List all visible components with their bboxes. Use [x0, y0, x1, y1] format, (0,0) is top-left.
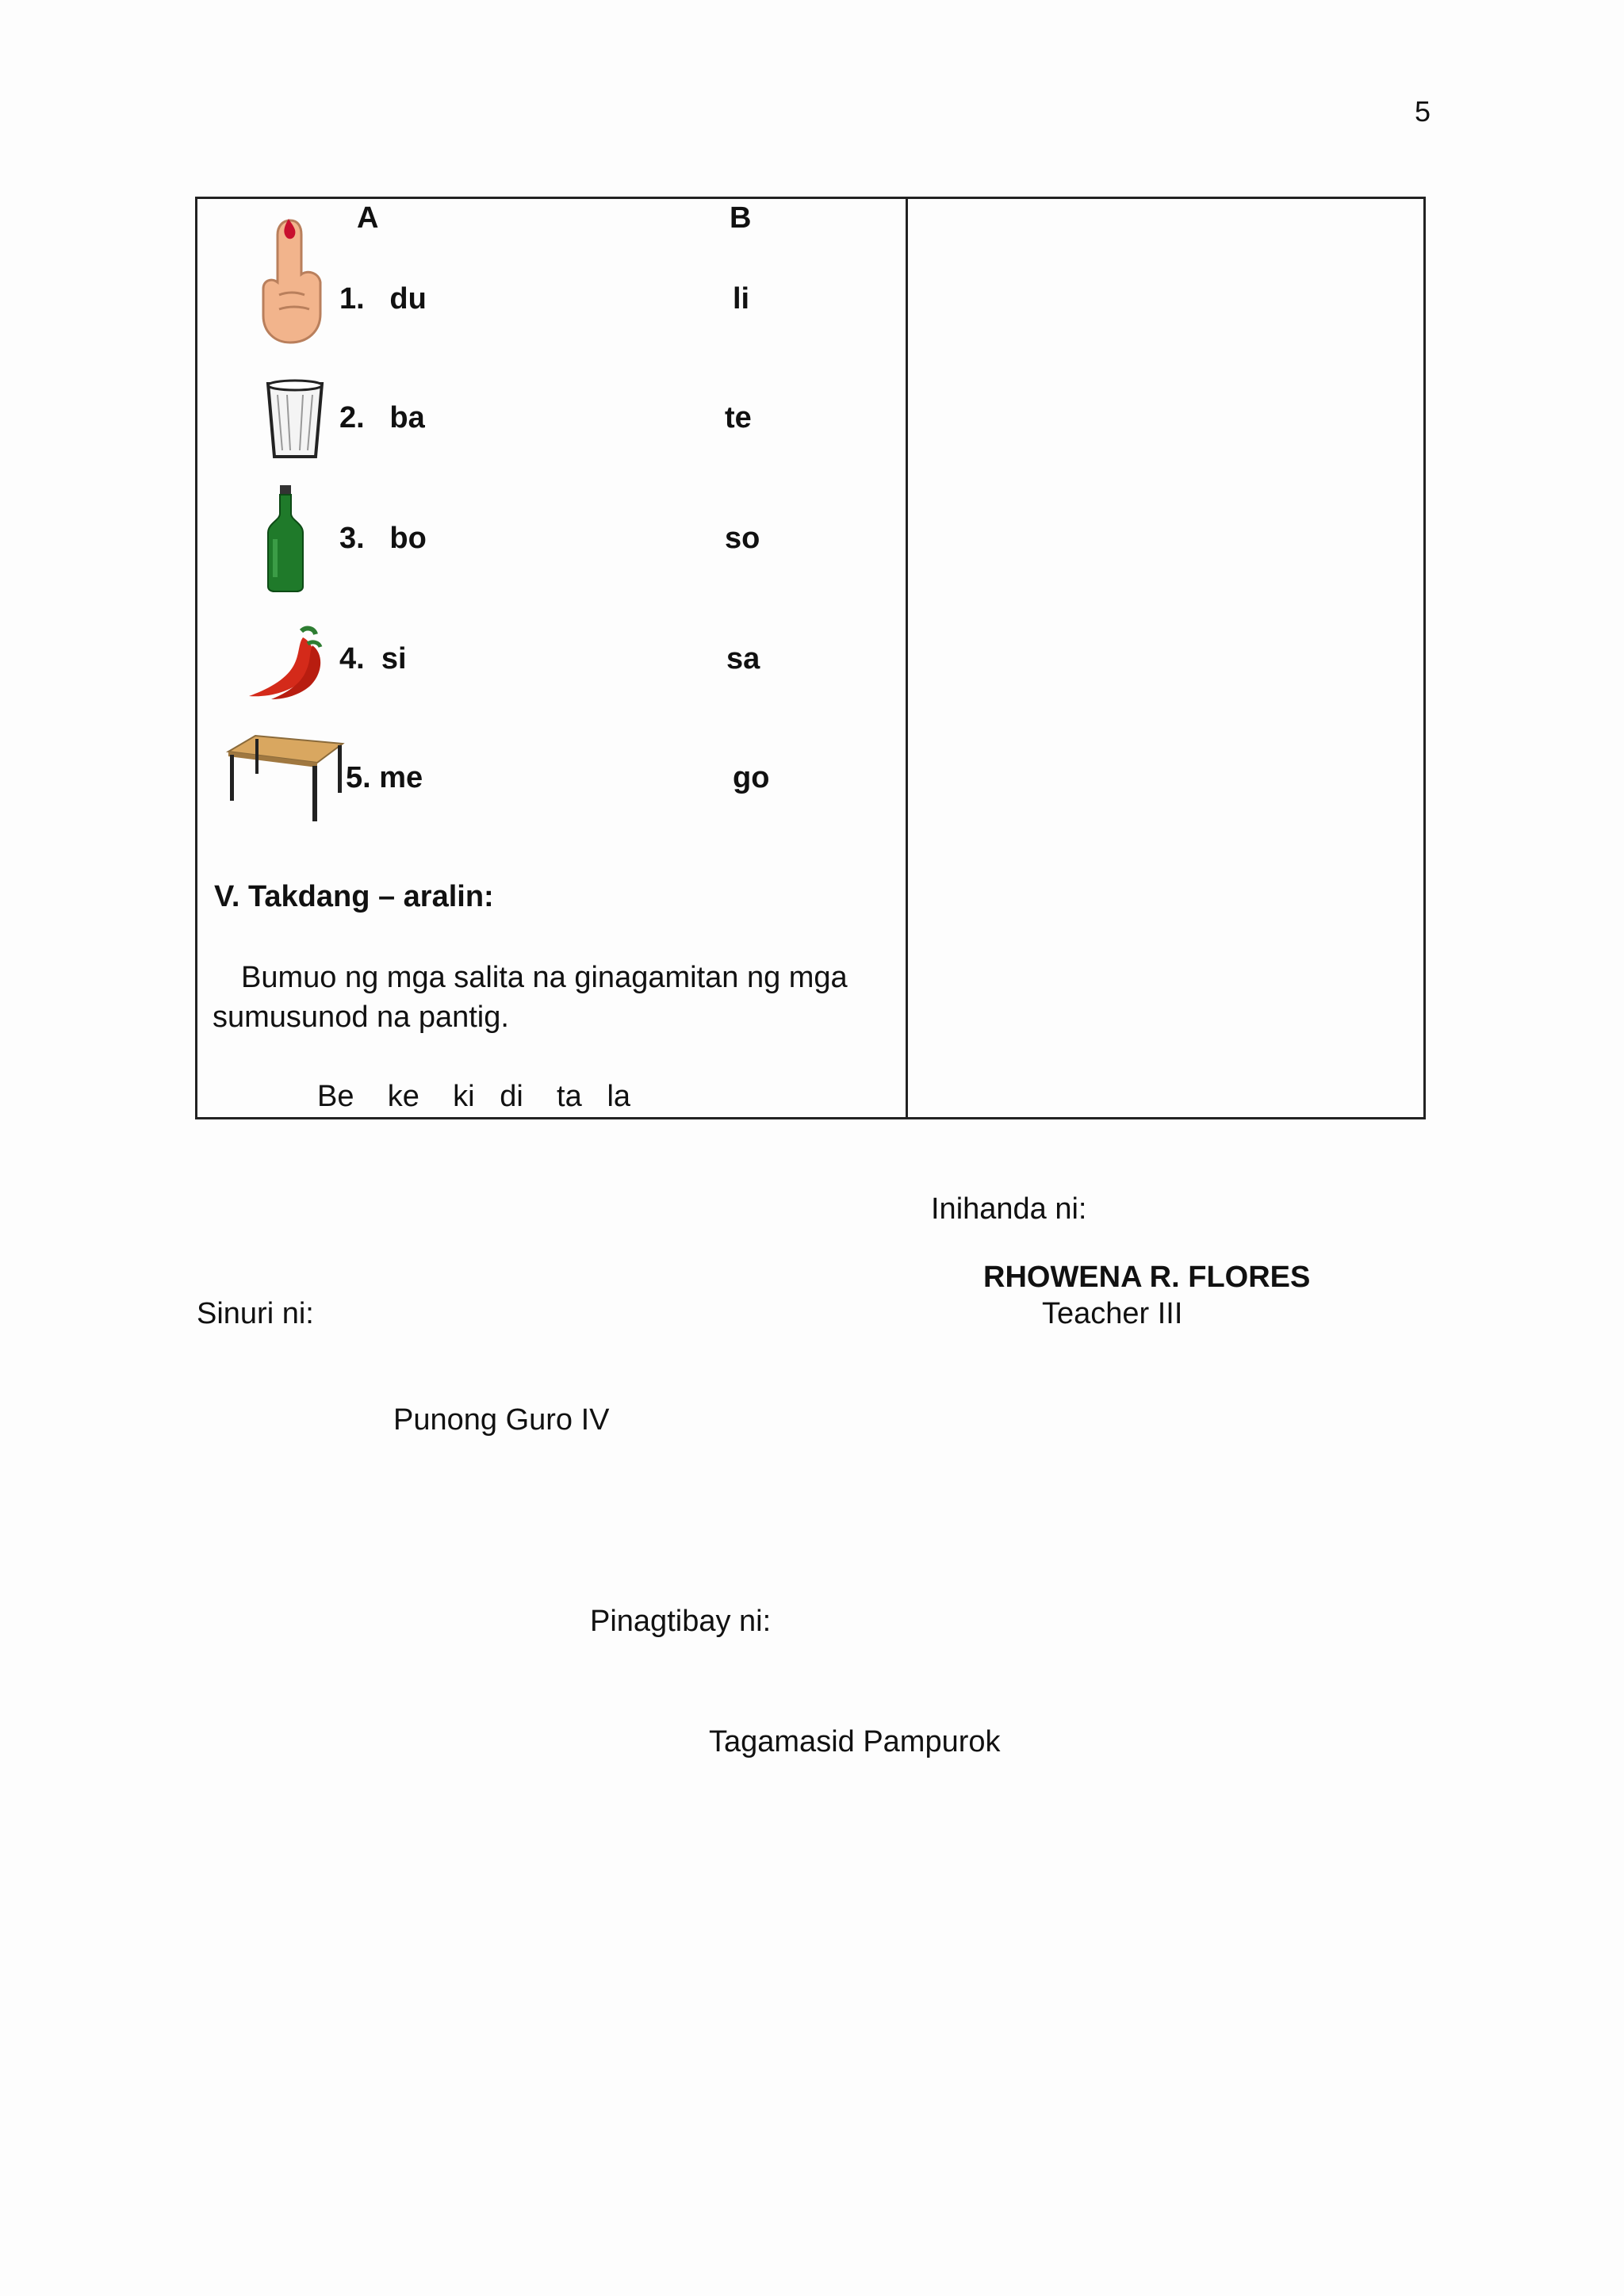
principal-title: Punong Guro IV	[393, 1403, 610, 1437]
column-b-header: B	[730, 201, 752, 235]
syllables-row: Be ke ki di ta la	[317, 1080, 631, 1113]
column-b-syllable: sa	[726, 642, 760, 675]
finger-icon	[252, 212, 331, 346]
glass-icon	[263, 379, 327, 461]
list-item: 1. du	[339, 282, 427, 316]
list-item: 4. si	[339, 642, 407, 675]
table-divider	[906, 197, 908, 1119]
column-b-syllable: li	[733, 282, 750, 316]
instruction-line-2: sumusunod na pantig.	[213, 1001, 509, 1034]
teacher-title: Teacher III	[1042, 1297, 1183, 1330]
list-item: 2. ba	[339, 401, 425, 434]
page-number: 5	[1415, 95, 1431, 128]
list-item: 3. bo	[339, 522, 427, 555]
bottle-icon	[265, 484, 306, 593]
column-b-syllable: so	[725, 522, 760, 555]
section-title: V. Takdang – aralin:	[214, 880, 494, 913]
list-item: 5. me	[346, 761, 423, 794]
chili-icon	[243, 623, 330, 702]
supervisor-title: Tagamasid Pampurok	[709, 1725, 1001, 1758]
homework-instruction	[213, 958, 879, 1037]
column-b-syllable: te	[725, 401, 752, 434]
prepared-by-label: Inihanda ni:	[931, 1192, 1087, 1226]
teacher-name: RHOWENA R. FLORES	[983, 1261, 1311, 1294]
checked-by-label: Sinuri ni:	[197, 1297, 314, 1330]
column-a-header: A	[357, 201, 379, 235]
instruction-line-1: Bumuo ng mga salita na ginagamitan ng mga	[241, 961, 848, 994]
table-icon	[224, 729, 346, 823]
column-b-syllable: go	[733, 761, 770, 794]
approved-by-label: Pinagtibay ni:	[590, 1605, 772, 1638]
